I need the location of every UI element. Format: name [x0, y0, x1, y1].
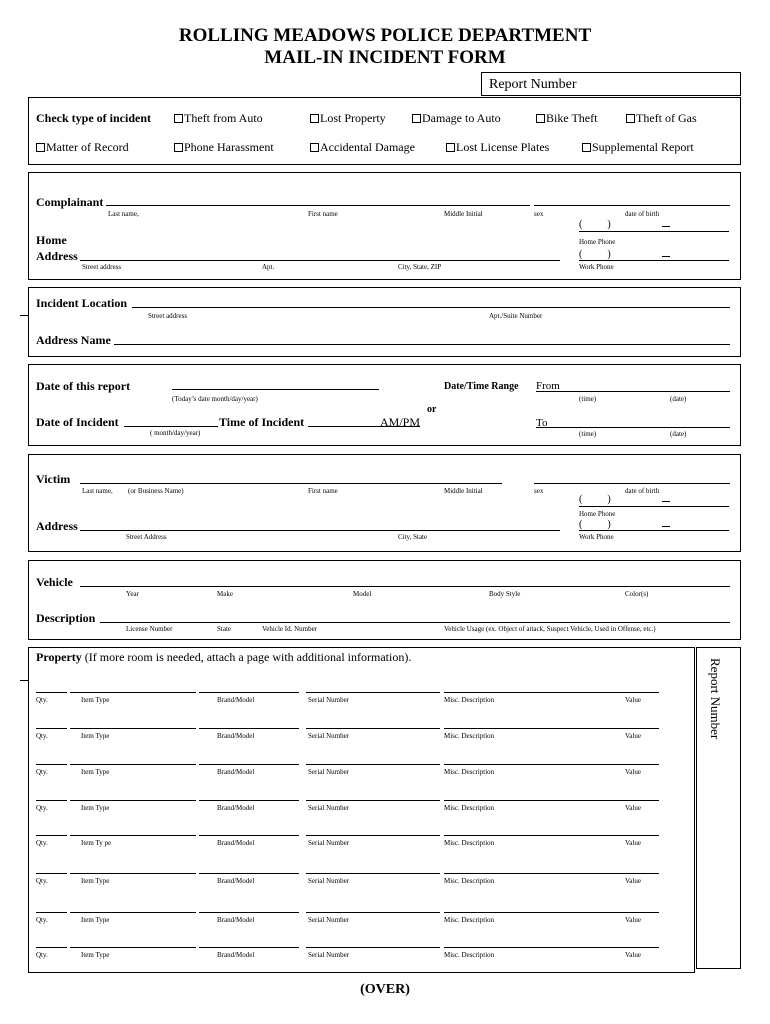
- sub-month-day-year: ( month/day/year): [150, 429, 201, 437]
- address-name-field[interactable]: [114, 344, 730, 345]
- property-brand-model-label: Brand/Model: [217, 916, 255, 924]
- property-value-label: Value: [625, 916, 641, 924]
- or-label: or: [427, 404, 437, 415]
- property-label: Property: [36, 650, 82, 664]
- property-item-type-label: Item Type: [81, 768, 110, 776]
- description-field[interactable]: [100, 622, 730, 623]
- property-value-field[interactable]: [629, 835, 659, 836]
- property-qty-label: Qty.: [36, 804, 48, 812]
- property-value-label: Value: [625, 804, 641, 812]
- to-label: To: [536, 417, 548, 429]
- property-misc-description-label: Misc. Description: [444, 877, 495, 885]
- date-of-incident-label: Date of Incident: [36, 415, 119, 429]
- sub-street-address: Street address: [82, 263, 122, 271]
- sub-vin: Vehicle Id. Number: [262, 625, 318, 633]
- property-brand-model-field[interactable]: [199, 835, 299, 836]
- property-serial-number-field[interactable]: [306, 800, 440, 801]
- sub-apt: Apt.: [262, 263, 275, 271]
- property-qty-field[interactable]: [36, 764, 67, 765]
- sub-first-name: First name: [308, 210, 338, 218]
- property-value-label: Value: [625, 768, 641, 776]
- property-item-type-field[interactable]: [70, 728, 196, 729]
- property-serial-number-field[interactable]: [306, 912, 440, 913]
- property-value-field[interactable]: [629, 692, 659, 693]
- victim-address-label: Address: [36, 519, 78, 533]
- property-item-type-label: Item Type: [81, 732, 110, 740]
- sub-last-name: Last name,: [108, 210, 139, 218]
- sub-todays-date: (Today’s date month/day/year): [172, 395, 258, 403]
- incident-location-field[interactable]: [132, 307, 730, 308]
- sub-make: Make: [217, 590, 233, 598]
- property-misc-description-label: Misc. Description: [444, 839, 495, 847]
- property-qty-field[interactable]: [36, 692, 67, 693]
- sub-victim-city: City, State: [398, 533, 428, 541]
- sub-state: State: [217, 625, 231, 633]
- ampm-label: AM/PM: [380, 415, 421, 429]
- property-brand-model-field[interactable]: [199, 728, 299, 729]
- checkbox-theft-from-auto[interactable]: Theft from Auto: [174, 111, 263, 126]
- property-item-type-field[interactable]: [70, 692, 196, 693]
- from-field[interactable]: [536, 391, 730, 392]
- vehicle-label: Vehicle: [36, 575, 73, 589]
- property-misc-description-field[interactable]: [444, 873, 632, 874]
- sub-body-style: Body Style: [489, 590, 521, 598]
- complainant-section: [28, 172, 741, 280]
- property-item-type-field[interactable]: [70, 947, 196, 948]
- property-misc-description-field[interactable]: [444, 947, 632, 948]
- checkbox-lost-property[interactable]: Lost Property: [310, 111, 386, 126]
- property-brand-model-label: Brand/Model: [217, 951, 255, 959]
- checkbox-matter-of-record[interactable]: Matter of Record: [36, 140, 129, 155]
- property-serial-number-label: Serial Number: [308, 839, 350, 847]
- sub-victim-dob: date of birth: [625, 487, 660, 495]
- victim-work-phone-field[interactable]: ( ): [579, 519, 611, 530]
- property-serial-number-label: Serial Number: [308, 951, 350, 959]
- property-qty-label: Qty.: [36, 951, 48, 959]
- property-value-field[interactable]: [629, 912, 659, 913]
- property-misc-description-label: Misc. Description: [444, 804, 495, 812]
- date-of-incident-field[interactable]: [124, 426, 218, 427]
- sub-from-date: (date): [670, 395, 687, 403]
- property-serial-number-label: Serial Number: [308, 916, 350, 924]
- report-number-side-box[interactable]: [696, 647, 741, 969]
- property-qty-field[interactable]: [36, 873, 67, 874]
- property-qty-label: Qty.: [36, 916, 48, 924]
- property-serial-number-field[interactable]: [306, 764, 440, 765]
- property-value-field[interactable]: [629, 800, 659, 801]
- property-brand-model-label: Brand/Model: [217, 696, 255, 704]
- property-brand-model-label: Brand/Model: [217, 768, 255, 776]
- property-value-field[interactable]: [629, 947, 659, 948]
- sub-license: License Number: [126, 625, 173, 633]
- form-subtitle: MAIL-IN INCIDENT FORM: [264, 47, 506, 68]
- over-label: (OVER): [360, 982, 410, 997]
- home-phone-field[interactable]: ( ): [579, 219, 611, 230]
- property-brand-model-field[interactable]: [199, 800, 299, 801]
- property-serial-number-label: Serial Number: [308, 732, 350, 740]
- report-number-side-label: Report Number: [708, 658, 723, 740]
- sub-year: Year: [126, 590, 139, 598]
- work-phone-label: Work Phone: [579, 263, 614, 271]
- property-misc-description-label: Misc. Description: [444, 696, 495, 704]
- property-brand-model-field[interactable]: [199, 692, 299, 693]
- property-note: (If more room is needed, attach a page with additional information).: [84, 650, 412, 664]
- property-misc-description-label: Misc. Description: [444, 951, 495, 959]
- victim-sex-dob-field[interactable]: [534, 483, 730, 484]
- report-number-label: Report Number: [489, 77, 577, 92]
- date-of-report-field[interactable]: [172, 389, 379, 390]
- sub-to-date: (date): [670, 430, 687, 438]
- property-brand-model-field[interactable]: [199, 912, 299, 913]
- property-qty-field[interactable]: [36, 947, 67, 948]
- property-serial-number-label: Serial Number: [308, 768, 350, 776]
- property-brand-model-label: Brand/Model: [217, 839, 255, 847]
- date-of-report-label: Date of this report: [36, 379, 131, 393]
- checkbox-theft-of-gas[interactable]: Theft of Gas: [626, 111, 697, 126]
- sub-location-apt: Apt./Suite Number: [489, 312, 543, 320]
- sub-middle-initial: Middle Initial: [444, 210, 483, 218]
- property-value-label: Value: [625, 732, 641, 740]
- property-serial-number-field[interactable]: [306, 692, 440, 693]
- address-name-label: Address Name: [36, 333, 111, 347]
- property-brand-model-label: Brand/Model: [217, 877, 255, 885]
- property-brand-model-field[interactable]: [199, 764, 299, 765]
- property-item-type-field[interactable]: [70, 835, 196, 836]
- sub-to-time: (time): [579, 430, 597, 438]
- form-title: ROLLING MEADOWS POLICE DEPARTMENT: [178, 25, 592, 46]
- complainant-label: Complainant: [36, 195, 104, 209]
- property-brand-model-field[interactable]: [199, 947, 299, 948]
- victim-home-phone-label: Home Phone: [579, 510, 616, 518]
- property-value-field[interactable]: [629, 728, 659, 729]
- property-section: [28, 647, 695, 973]
- sub-victim-business: (or Business Name): [128, 487, 184, 495]
- property-misc-description-label: Misc. Description: [444, 732, 495, 740]
- property-qty-label: Qty.: [36, 877, 48, 885]
- property-misc-description-field[interactable]: [444, 835, 632, 836]
- victim-work-phone-label: Work Phone: [579, 533, 614, 541]
- property-item-type-label: Item Type: [81, 951, 110, 959]
- property-item-type-field[interactable]: [70, 800, 196, 801]
- property-serial-number-label: Serial Number: [308, 877, 350, 885]
- property-qty-field[interactable]: [36, 835, 67, 836]
- complainant-name-field[interactable]: [106, 205, 530, 206]
- property-value-label: Value: [625, 877, 641, 885]
- home-phone-label: Home Phone: [579, 238, 616, 246]
- incident-location-label: Incident Location: [36, 296, 128, 310]
- property-item-type-label: Item Ty pe: [81, 839, 112, 847]
- sub-victim-sex: sex: [534, 487, 544, 495]
- property-qty-label: Qty.: [36, 839, 48, 847]
- property-brand-model-field[interactable]: [199, 873, 299, 874]
- property-misc-description-field[interactable]: [444, 764, 632, 765]
- address-label: Address: [36, 249, 78, 263]
- property-value-label: Value: [625, 696, 641, 704]
- property-brand-model-label: Brand/Model: [217, 732, 255, 740]
- sub-from-time: (time): [579, 395, 597, 403]
- report-number-field[interactable]: [481, 72, 741, 96]
- property-item-type-field[interactable]: [70, 873, 196, 874]
- location-section: [28, 287, 741, 357]
- property-serial-number-field[interactable]: [306, 728, 440, 729]
- victim-address-field[interactable]: [80, 530, 560, 531]
- property-misc-description-field[interactable]: [444, 800, 632, 801]
- checkbox-supplemental-report[interactable]: Supplemental Report: [582, 140, 694, 155]
- date-time-range-label: Date/Time Range: [444, 381, 519, 392]
- from-label: From: [536, 380, 560, 392]
- home-label: Home: [36, 233, 67, 247]
- sub-victim-middle: Middle Initial: [444, 487, 483, 495]
- property-qty-label: Qty.: [36, 732, 48, 740]
- incident-type-label: Check type of incident: [36, 111, 151, 125]
- victim-label: Victim: [36, 472, 71, 486]
- property-item-type-field[interactable]: [70, 764, 196, 765]
- victim-name-field[interactable]: [80, 483, 502, 484]
- property-misc-description-label: Misc. Description: [444, 768, 495, 776]
- property-serial-number-field[interactable]: [306, 873, 440, 874]
- sub-vehicle-usage: Vehicle Usage (ex. Object of attack, Suspect Vehicle, Used in Offense, etc.): [444, 625, 656, 633]
- sub-sex: sex: [534, 210, 544, 218]
- property-serial-number-label: Serial Number: [308, 696, 350, 704]
- dates-section: [28, 364, 741, 446]
- checkbox-lost-license-plates[interactable]: Lost License Plates: [446, 140, 549, 155]
- victim-home-phone-field[interactable]: ( ): [579, 494, 611, 505]
- property-item-type-label: Item Type: [81, 877, 110, 885]
- description-label: Description: [36, 611, 96, 625]
- property-heading: [36, 650, 411, 665]
- sub-model: Model: [353, 590, 372, 598]
- checkbox-accidental-damage[interactable]: Accidental Damage: [310, 140, 415, 155]
- complainant-address-field[interactable]: [80, 260, 560, 261]
- property-qty-field[interactable]: [36, 800, 67, 801]
- property-serial-number-field[interactable]: [306, 835, 440, 836]
- complainant-sex-dob-field[interactable]: [534, 205, 730, 206]
- vehicle-field[interactable]: [80, 586, 730, 587]
- property-value-field[interactable]: [629, 764, 659, 765]
- property-qty-label: Qty.: [36, 768, 48, 776]
- time-of-incident-label: Time of Incident: [219, 415, 305, 429]
- property-item-type-label: Item Type: [81, 696, 110, 704]
- work-phone-field[interactable]: ( ): [579, 249, 611, 260]
- property-misc-description-field[interactable]: [444, 728, 632, 729]
- property-misc-description-field[interactable]: [444, 912, 632, 913]
- sub-victim-last: Last name,: [82, 487, 113, 495]
- checkbox-bike-theft[interactable]: Bike Theft: [536, 111, 597, 126]
- sub-dob: date of birth: [625, 210, 660, 218]
- sub-location-street: Street address: [148, 312, 188, 320]
- checkbox-damage-to-auto[interactable]: Damage to Auto: [412, 111, 501, 126]
- property-brand-model-label: Brand/Model: [217, 804, 255, 812]
- property-serial-number-label: Serial Number: [308, 804, 350, 812]
- property-value-label: Value: [625, 839, 641, 847]
- property-qty-field[interactable]: [36, 912, 67, 913]
- property-qty-field[interactable]: [36, 728, 67, 729]
- property-item-type-field[interactable]: [70, 912, 196, 913]
- property-item-type-label: Item Type: [81, 916, 110, 924]
- property-qty-label: Qty.: [36, 696, 48, 704]
- property-value-label: Value: [625, 951, 641, 959]
- property-misc-description-field[interactable]: [444, 692, 632, 693]
- sub-victim-street: Street Address: [126, 533, 167, 541]
- sub-victim-first: First name: [308, 487, 338, 495]
- property-item-type-label: Item Type: [81, 804, 110, 812]
- property-misc-description-label: Misc. Description: [444, 916, 495, 924]
- sub-city-state-zip: City, State, ZIP: [398, 263, 442, 271]
- sub-colors: Color(s): [625, 590, 649, 598]
- property-value-field[interactable]: [629, 873, 659, 874]
- property-serial-number-field[interactable]: [306, 947, 440, 948]
- to-field[interactable]: [536, 427, 730, 428]
- checkbox-phone-harassment[interactable]: Phone Harassment: [174, 140, 274, 155]
